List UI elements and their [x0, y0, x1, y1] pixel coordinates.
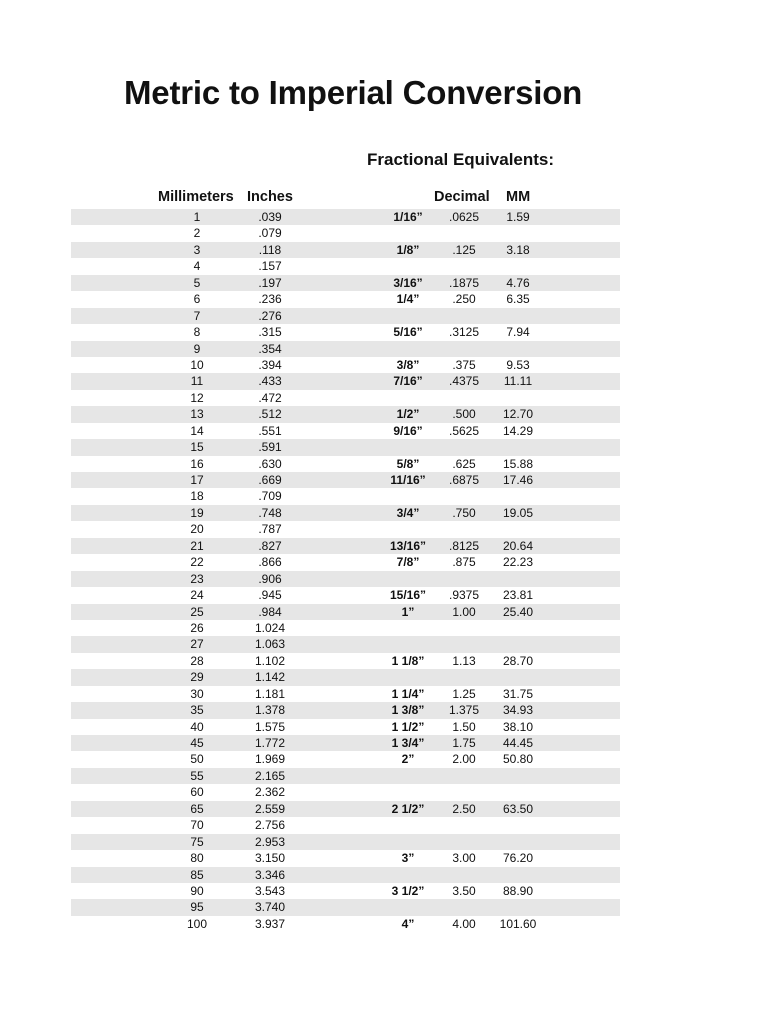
inches-value: .079	[258, 226, 282, 241]
decimal-value: .500	[452, 407, 476, 422]
inches-value: 3.937	[254, 916, 286, 931]
fraction-value: 1/16”	[393, 210, 423, 224]
mm-equivalent-value: 76.20	[502, 851, 534, 866]
millimeter-value: 100	[186, 916, 208, 931]
inches-value: .945	[258, 588, 282, 603]
table-row	[71, 636, 620, 652]
fraction-value: 1 1/4”	[391, 686, 425, 701]
millimeter-value: 22	[190, 555, 204, 570]
table-row	[71, 801, 620, 817]
table-row	[71, 258, 620, 274]
inches-value: .512	[258, 407, 282, 422]
table-row	[71, 834, 620, 850]
mm-equivalent-value: 15.88	[502, 456, 534, 471]
decimal-value: 3.00	[452, 851, 476, 866]
mm-equivalent-value: 88.90	[502, 883, 534, 898]
inches-header: Inches	[247, 189, 293, 205]
table-row	[71, 899, 620, 915]
decimal-value: .875	[452, 555, 476, 570]
table-row	[71, 735, 620, 751]
table-row	[71, 587, 620, 603]
millimeter-value: 19	[190, 505, 204, 520]
fraction-value: 11/16”	[390, 473, 426, 487]
table-row	[71, 406, 620, 422]
inches-value: 2.362	[254, 785, 286, 800]
inches-value: .709	[258, 489, 282, 504]
mm-equivalent-value: 28.70	[502, 653, 534, 668]
table-row	[71, 505, 620, 521]
table-row	[71, 784, 620, 800]
decimal-value: 1.50	[452, 719, 476, 734]
millimeter-value: 90	[190, 883, 204, 898]
millimeter-value: 2	[193, 226, 201, 241]
table-row	[71, 686, 620, 702]
millimeter-value: 14	[190, 423, 204, 438]
table-row	[71, 373, 620, 389]
millimeter-value: 29	[190, 670, 204, 685]
table-row	[71, 225, 620, 241]
millimeter-value: 5	[193, 275, 201, 290]
fraction-value: 1 1/2”	[391, 719, 425, 734]
millimeter-value: 28	[190, 653, 204, 668]
fraction-value: 15/16”	[389, 588, 427, 603]
inches-value: 3.150	[254, 851, 286, 866]
inches-value: .354	[258, 341, 282, 356]
mm-header: MM	[506, 189, 531, 205]
inches-value: .984	[258, 604, 282, 619]
millimeter-value: 95	[190, 900, 204, 915]
inches-value: .866	[258, 555, 282, 570]
fraction-value: 4”	[401, 916, 415, 931]
millimeter-value: 35	[190, 703, 204, 718]
fraction-value: 1 3/8”	[391, 703, 425, 718]
decimal-value: 1.375	[448, 703, 480, 718]
millimeter-value: 18	[190, 489, 204, 504]
millimeter-value: 85	[190, 867, 204, 882]
millimeter-value: 3	[193, 242, 201, 257]
millimeter-value: 27	[190, 637, 204, 652]
mm-equivalent-value: 14.29	[502, 423, 534, 438]
inches-value: 1.142	[254, 670, 286, 685]
millimeter-value: 26	[190, 620, 204, 635]
decimal-value: 3.50	[452, 883, 476, 898]
mm-equivalent-value: 1.59	[506, 210, 530, 224]
inches-value: 1.969	[254, 752, 286, 767]
mm-equivalent-value: 4.76	[506, 275, 530, 290]
millimeter-value: 25	[190, 604, 204, 619]
page-title: Metric to Imperial Conversion	[124, 74, 583, 111]
table-row	[71, 867, 620, 883]
fraction-value: 1/2”	[396, 407, 420, 422]
inches-value: 2.953	[254, 834, 286, 849]
fraction-value: 3/16”	[393, 275, 423, 290]
mm-equivalent-value: 44.45	[502, 736, 534, 750]
fraction-value: 2 1/2”	[391, 801, 425, 816]
table-row	[71, 538, 620, 554]
millimeter-value: 30	[190, 686, 204, 701]
inches-value: .787	[258, 522, 282, 537]
fraction-value: 7/8”	[396, 555, 420, 570]
table-row	[71, 669, 620, 685]
decimal-value: .625	[452, 456, 476, 471]
decimal-value: .3125	[448, 325, 480, 340]
table-row	[71, 390, 620, 406]
inches-value: 1.378	[254, 703, 286, 718]
decimal-value: 2.00	[452, 752, 476, 767]
inches-value: .906	[258, 571, 282, 586]
inches-value: 2.165	[254, 768, 286, 783]
decimal-value: 1.75	[452, 736, 476, 750]
fraction-value: 2”	[401, 752, 415, 767]
mm-equivalent-value: 3.18	[506, 242, 530, 257]
millimeter-value: 80	[190, 851, 204, 866]
millimeter-value: 13	[190, 407, 204, 422]
fraction-value: 5/16”	[393, 325, 423, 340]
fraction-value: 9/16”	[393, 423, 423, 438]
fraction-value: 3”	[401, 851, 415, 866]
table-row	[71, 571, 620, 587]
decimal-value: .250	[452, 292, 476, 307]
table-row	[71, 357, 620, 373]
conversion-table	[71, 209, 620, 932]
decimal-value: .1875	[448, 275, 480, 290]
table-row	[71, 488, 620, 504]
millimeter-value: 40	[190, 719, 204, 734]
decimal-value: 1.25	[452, 686, 476, 701]
table-row	[71, 456, 620, 472]
mm-equivalent-value: 23.81	[502, 588, 534, 603]
inches-value: 2.559	[254, 801, 286, 816]
table-row	[71, 883, 620, 899]
millimeter-value: 15	[190, 440, 204, 455]
inches-value: .157	[258, 259, 282, 274]
decimal-value: .375	[452, 357, 476, 372]
millimeter-value: 7	[193, 308, 201, 323]
millimeter-value: 75	[190, 834, 204, 849]
mm-equivalent-value: 63.50	[502, 801, 534, 816]
fraction-value: 1 3/4”	[391, 736, 425, 750]
decimal-value: .9375	[448, 588, 480, 603]
mm-equivalent-value: 34.93	[502, 703, 534, 718]
millimeter-value: 24	[190, 588, 204, 603]
inches-value: .472	[258, 390, 282, 405]
fraction-value: 1/4”	[396, 292, 420, 307]
inches-value: 3.740	[254, 900, 286, 915]
table-row	[71, 751, 620, 767]
decimal-value: 4.00	[452, 916, 476, 931]
inches-value: .748	[258, 505, 282, 520]
fraction-value: 5/8”	[396, 456, 420, 471]
mm-equivalent-value: 12.70	[502, 407, 534, 422]
inches-value: .827	[258, 538, 282, 553]
table-row	[71, 768, 620, 784]
mm-equivalent-value: 7.94	[506, 325, 530, 340]
decimal-value: .125	[452, 242, 476, 257]
millimeter-value: 1	[193, 210, 201, 224]
decimal-value: 1.00	[452, 604, 476, 619]
table-row	[71, 521, 620, 537]
millimeter-value: 6	[193, 292, 201, 307]
inches-value: .236	[258, 292, 282, 307]
table-row	[71, 439, 620, 455]
fraction-value: 3/4”	[396, 505, 420, 520]
fraction-value: 13/16”	[389, 538, 427, 553]
mm-equivalent-value: 11.11	[503, 374, 533, 389]
fraction-value: 1 1/8”	[391, 653, 425, 668]
table-row	[71, 472, 620, 488]
inches-value: 1.575	[254, 719, 286, 734]
millimeter-value: 17	[190, 473, 204, 487]
millimeter-value: 55	[190, 768, 204, 783]
table-row	[71, 719, 620, 735]
table-row	[71, 291, 620, 307]
millimeters-header: Millimeters	[158, 189, 234, 205]
inches-value: 1.102	[254, 653, 286, 668]
inches-value: .394	[258, 357, 282, 372]
millimeter-value: 16	[190, 456, 204, 471]
table-row	[71, 653, 620, 669]
decimal-value: .8125	[448, 538, 480, 553]
inches-value: 1.772	[254, 736, 286, 750]
inches-value: .591	[258, 440, 282, 455]
table-row	[71, 620, 620, 636]
inches-value: 3.346	[254, 867, 286, 882]
millimeter-value: 21	[190, 538, 204, 553]
fraction-value: 7/16”	[393, 374, 423, 389]
mm-equivalent-value: 38.10	[502, 719, 534, 734]
inches-value: .669	[258, 473, 282, 487]
millimeter-value: 9	[193, 341, 201, 356]
inches-value: 1.063	[254, 637, 286, 652]
inches-value: .315	[258, 325, 282, 340]
mm-equivalent-value: 101.60	[499, 916, 537, 931]
millimeter-value: 8	[193, 325, 201, 340]
table-row	[71, 423, 620, 439]
inches-value: 3.543	[254, 883, 286, 898]
inches-value: .630	[258, 456, 282, 471]
table-row	[71, 916, 620, 932]
decimal-value: .4375	[448, 374, 480, 389]
millimeter-value: 70	[190, 818, 204, 833]
millimeter-value: 11	[190, 374, 204, 389]
mm-equivalent-value: 31.75	[502, 686, 534, 701]
fraction-value: 3 1/2”	[391, 883, 425, 898]
decimal-header: Decimal	[434, 189, 490, 205]
inches-value: .039	[258, 210, 282, 224]
table-row	[71, 324, 620, 340]
table-row	[71, 817, 620, 833]
inches-value: 2.756	[254, 818, 286, 833]
decimal-value: .5625	[448, 423, 480, 438]
decimal-value: .6875	[448, 473, 480, 487]
inches-value: .197	[258, 275, 282, 290]
mm-equivalent-value: 6.35	[506, 292, 530, 307]
table-row	[71, 308, 620, 324]
millimeter-value: 23	[190, 571, 204, 586]
decimal-value: 2.50	[452, 801, 476, 816]
decimal-value: .0625	[448, 210, 480, 224]
fraction-value: 1/8”	[396, 242, 420, 257]
table-row	[71, 242, 620, 258]
inches-value: .276	[258, 308, 282, 323]
millimeter-value: 12	[190, 390, 204, 405]
table-row	[71, 554, 620, 570]
table-row	[71, 275, 620, 291]
table-row	[71, 702, 620, 718]
millimeter-value: 4	[193, 259, 201, 274]
mm-equivalent-value: 50.80	[502, 752, 534, 767]
inches-value: .118	[258, 242, 282, 257]
mm-equivalent-value: 17.46	[502, 473, 534, 487]
table-row	[71, 341, 620, 357]
mm-equivalent-value: 9.53	[506, 357, 530, 372]
table-row	[71, 604, 620, 620]
fraction-value: 1”	[401, 604, 415, 619]
inches-value: 1.024	[254, 620, 286, 635]
fractional-equivalents-heading: Fractional Equivalents:	[367, 150, 555, 169]
decimal-value: .750	[452, 505, 476, 520]
millimeter-value: 50	[190, 752, 204, 767]
table-row	[71, 209, 620, 225]
millimeter-value: 65	[190, 801, 204, 816]
decimal-value: 1.13	[452, 653, 476, 668]
mm-equivalent-value: 20.64	[502, 538, 534, 553]
millimeter-value: 45	[190, 736, 204, 750]
millimeter-value: 20	[190, 522, 204, 537]
fraction-value: 3/8”	[396, 357, 420, 372]
millimeter-value: 60	[190, 785, 204, 800]
inches-value: .551	[258, 423, 282, 438]
table-row	[71, 850, 620, 866]
inches-value: .433	[258, 374, 282, 389]
mm-equivalent-value: 22.23	[502, 555, 534, 570]
millimeter-value: 10	[190, 357, 204, 372]
mm-equivalent-value: 19.05	[502, 505, 534, 520]
inches-value: 1.181	[254, 686, 286, 701]
mm-equivalent-value: 25.40	[502, 604, 534, 619]
